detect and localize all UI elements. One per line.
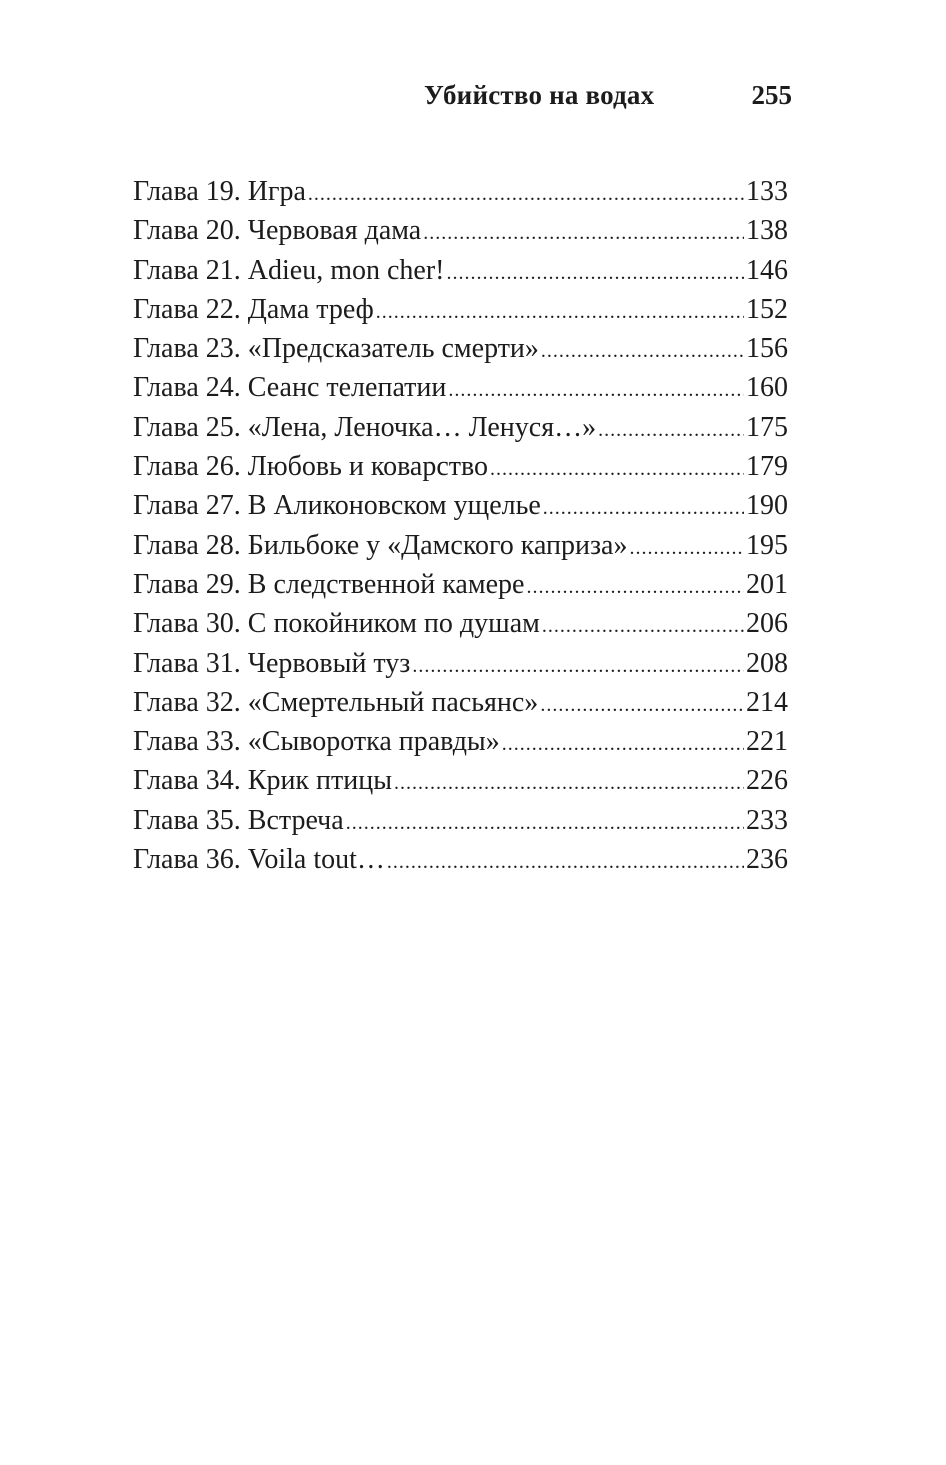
toc-entry-page: 201 bbox=[746, 568, 788, 600]
toc-entry-page: 160 bbox=[746, 372, 788, 404]
toc-entry-20 bbox=[133, 215, 788, 254]
dot-leader bbox=[542, 615, 744, 638]
toc-entry-21 bbox=[133, 255, 788, 294]
toc-entry-title: Глава 22. Дама треф bbox=[133, 293, 374, 325]
toc-entry-title: Глава 31. Червовый туз bbox=[133, 647, 411, 679]
toc-entry-32 bbox=[133, 687, 788, 726]
dot-leader bbox=[629, 537, 744, 560]
toc-entry-page: 226 bbox=[746, 765, 788, 797]
dot-leader bbox=[376, 301, 744, 324]
toc-entry-26 bbox=[133, 451, 788, 490]
dot-leader bbox=[598, 419, 744, 442]
dot-leader bbox=[394, 772, 744, 795]
toc-entry-page: 175 bbox=[746, 411, 788, 443]
toc-entry-24 bbox=[133, 372, 788, 411]
toc-entry-22 bbox=[133, 294, 788, 333]
dot-leader bbox=[502, 733, 744, 756]
toc-entry-title: Глава 26. Любовь и коварство bbox=[133, 451, 489, 483]
running-head bbox=[420, 80, 800, 114]
dot-leader bbox=[387, 851, 744, 874]
toc-entry-33 bbox=[133, 726, 788, 765]
toc-entry-title: Глава 20. Червовая дама bbox=[133, 215, 422, 247]
toc-entry-27 bbox=[133, 490, 788, 529]
toc-entry-title: Глава 28. Бильбоке у «Дамского каприза» bbox=[133, 529, 628, 561]
toc-entry-25 bbox=[133, 412, 788, 451]
toc-entry-34 bbox=[133, 765, 788, 804]
dot-leader bbox=[541, 340, 744, 363]
toc-entry-page: 152 bbox=[746, 293, 788, 325]
toc-entry-title: Глава 24. Сеанс телепатии bbox=[133, 372, 447, 404]
dot-leader bbox=[346, 812, 744, 835]
toc-entry-title: Глава 33. «Сыворотка правды» bbox=[133, 726, 500, 758]
toc-entry-page: 138 bbox=[746, 215, 788, 247]
toc-entry-36 bbox=[133, 844, 788, 883]
page-number: 255 bbox=[751, 80, 792, 110]
dot-leader bbox=[448, 379, 744, 402]
dot-leader bbox=[446, 262, 744, 285]
table-of-contents bbox=[133, 176, 788, 883]
toc-entry-page: 221 bbox=[746, 726, 788, 758]
toc-entry-page: 214 bbox=[746, 686, 788, 718]
dot-leader bbox=[526, 576, 744, 599]
dot-leader bbox=[412, 655, 744, 678]
toc-entry-page: 236 bbox=[746, 844, 788, 876]
toc-entry-35 bbox=[133, 805, 788, 844]
toc-entry-page: 233 bbox=[746, 804, 788, 836]
toc-entry-page: 133 bbox=[746, 176, 788, 207]
dot-leader bbox=[490, 458, 744, 481]
toc-entry-title: Глава 30. С покойником по душам bbox=[133, 608, 540, 640]
toc-entry-title: Глава 29. В следственной камере bbox=[133, 568, 525, 600]
toc-entry-title: Глава 19. Игра bbox=[133, 176, 306, 207]
toc-entry-23 bbox=[133, 333, 788, 372]
toc-entry-30 bbox=[133, 608, 788, 647]
toc-entry-title: Глава 23. «Предсказатель смерти» bbox=[133, 333, 539, 365]
toc-entry-title: Глава 27. В Аликоновском ущелье bbox=[133, 490, 541, 522]
toc-entry-28 bbox=[133, 530, 788, 569]
toc-entry-page: 156 bbox=[746, 333, 788, 365]
dot-leader bbox=[308, 183, 744, 206]
toc-entry-page: 146 bbox=[746, 254, 788, 286]
toc-entry-title: Глава 21. Adieu, mon cher! bbox=[133, 254, 445, 286]
dot-leader bbox=[423, 222, 744, 245]
toc-entry-title: Глава 34. Крик птицы bbox=[133, 765, 393, 797]
toc-entry-page: 195 bbox=[746, 529, 788, 561]
toc-entry-title: Глава 36. Voila tout… bbox=[133, 844, 385, 876]
toc-entry-31 bbox=[133, 648, 788, 687]
toc-entry-title: Глава 35. Встреча bbox=[133, 804, 344, 836]
toc-entry-29 bbox=[133, 569, 788, 608]
toc-entry-page: 208 bbox=[746, 647, 788, 679]
toc-entry-page: 179 bbox=[746, 451, 788, 483]
dot-leader bbox=[540, 694, 744, 717]
toc-entry-19 bbox=[133, 176, 788, 215]
toc-entry-title: Глава 32. «Смертельный пасьянс» bbox=[133, 686, 539, 718]
toc-entry-page: 206 bbox=[746, 608, 788, 640]
dot-leader bbox=[543, 497, 744, 520]
toc-entry-page: 190 bbox=[746, 490, 788, 522]
running-title: Убийство на водах bbox=[424, 80, 655, 110]
toc-entry-title: Глава 25. «Лена, Леночка… Ленуся…» bbox=[133, 411, 597, 443]
